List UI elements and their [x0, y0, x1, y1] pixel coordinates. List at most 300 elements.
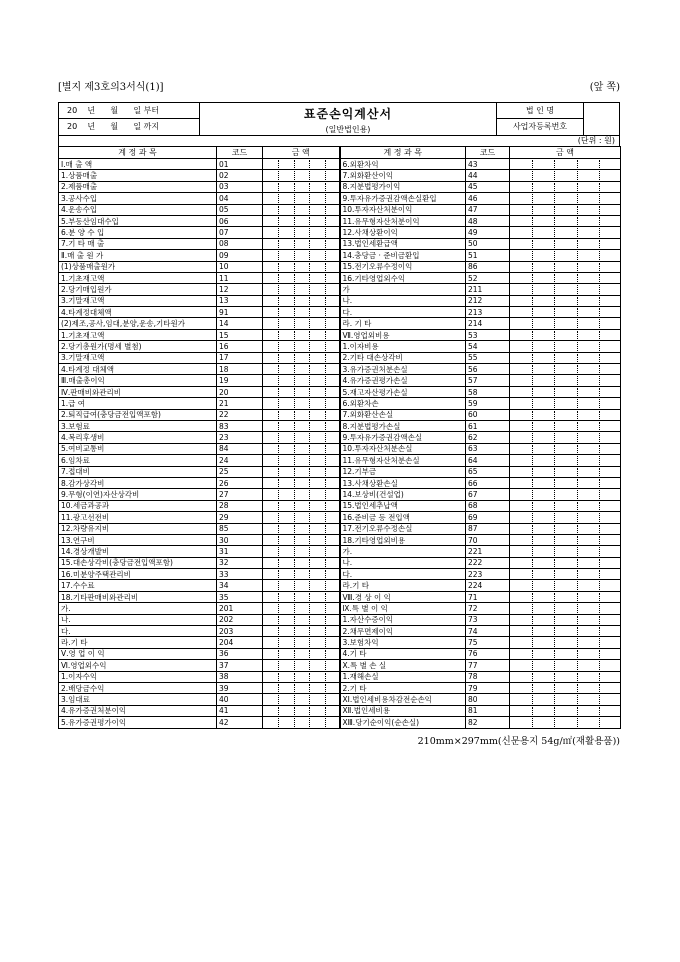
account-right: 7.외화환산이익 [340, 170, 466, 181]
table-row [59, 557, 621, 568]
amount-cell[interactable] [510, 272, 621, 283]
code-right: 63 [466, 443, 510, 454]
table-row [59, 717, 621, 728]
amount-cell[interactable] [263, 682, 340, 693]
code-right: 57 [466, 375, 510, 386]
code-right: 62 [466, 432, 510, 443]
col-code-left: 코드 [217, 147, 263, 159]
table-row [59, 272, 621, 283]
account-left: 4.유가증권처분이익 [59, 705, 217, 716]
amount-cell[interactable] [510, 159, 621, 170]
amount-cell[interactable] [510, 591, 621, 602]
account-left: Ⅳ.판매비와관리비 [59, 386, 217, 397]
account-right: 14.보상비(건설업) [340, 489, 466, 500]
amount-cell[interactable] [510, 261, 621, 272]
amount-cell[interactable] [510, 398, 621, 409]
amount-cell[interactable] [263, 227, 340, 238]
code-right: 59 [466, 398, 510, 409]
table-row [59, 295, 621, 306]
code-left: 22 [217, 409, 263, 420]
amount-cell[interactable] [263, 534, 340, 545]
code-left: 30 [217, 534, 263, 545]
period-to[interactable]: 20 년 월 일 까지 [67, 122, 160, 131]
amount-cell[interactable] [263, 329, 340, 340]
code-left: 17 [217, 352, 263, 363]
code-right: 56 [466, 364, 510, 375]
account-left: 13.연구비 [59, 534, 217, 545]
code-left: 07 [217, 227, 263, 238]
paper-spec: 210mm×297mm(신문용지 54g/㎡(재활용품)) [417, 735, 620, 747]
code-right: 224 [466, 580, 510, 591]
code-left: 32 [217, 557, 263, 568]
code-right: 69 [466, 512, 510, 523]
table-row [59, 307, 621, 318]
amount-cell[interactable] [510, 193, 621, 204]
account-left: 라.기 타 [59, 637, 217, 648]
table-row [59, 626, 621, 637]
form-topline [58, 78, 620, 94]
amount-cell[interactable] [263, 204, 340, 215]
table-row [59, 238, 621, 249]
table-row [59, 250, 621, 261]
amount-cell[interactable] [263, 694, 340, 705]
code-right: 66 [466, 477, 510, 488]
table-row [59, 386, 621, 397]
code-left: 37 [217, 660, 263, 671]
table-row [59, 443, 621, 454]
table-row [59, 181, 621, 192]
amount-cell[interactable] [263, 466, 340, 477]
amount-cell[interactable] [510, 580, 621, 591]
code-right: 72 [466, 603, 510, 614]
account-left: 1.기초재고액 [59, 329, 217, 340]
amount-cell[interactable] [263, 398, 340, 409]
account-right: 2.기 타 [340, 682, 466, 693]
amount-cell[interactable] [510, 341, 621, 352]
col-account-left: 계 정 과 목 [59, 147, 217, 159]
account-left: 가. [59, 603, 217, 614]
account-right: Ⅷ.경 상 이 익 [340, 591, 466, 602]
code-right: 49 [466, 227, 510, 238]
table-row [59, 432, 621, 443]
amount-cell[interactable] [263, 307, 340, 318]
code-left: 202 [217, 614, 263, 625]
code-right: 75 [466, 637, 510, 648]
amount-cell[interactable] [510, 307, 621, 318]
table-row [59, 523, 621, 534]
code-left: 24 [217, 455, 263, 466]
code-left: 13 [217, 295, 263, 306]
code-right: 221 [466, 546, 510, 557]
account-left: (1)상품매출원가 [59, 261, 217, 272]
accounts-body [59, 159, 621, 729]
income-statement-form [58, 78, 620, 747]
table-row [59, 352, 621, 363]
code-right: 52 [466, 272, 510, 283]
amount-cell[interactable] [263, 170, 340, 181]
amount-cell[interactable] [263, 603, 340, 614]
account-right: 13.사채상환손실 [340, 477, 466, 488]
bizno-label: 사업자등록번호 [512, 122, 568, 131]
account-left: 16.미분양주택관리비 [59, 569, 217, 580]
amount-cell[interactable] [510, 329, 621, 340]
amount-cell[interactable] [510, 569, 621, 580]
code-left: 26 [217, 477, 263, 488]
account-left: 11.광고선전비 [59, 512, 217, 523]
account-left: (2)제조,공사,임대,분양,운송,기타원가 [59, 318, 217, 329]
amount-cell[interactable] [510, 420, 621, 431]
table-row [59, 215, 621, 226]
amount-cell[interactable] [263, 420, 340, 431]
account-left: Ⅲ.매출총이익 [59, 375, 217, 386]
account-right: 16.기타영업외수익 [340, 272, 466, 283]
amount-cell[interactable] [263, 432, 340, 443]
amount-cell[interactable] [263, 614, 340, 625]
amount-cell[interactable] [510, 318, 621, 329]
amount-cell[interactable] [510, 603, 621, 614]
table-row [59, 694, 621, 705]
amount-cell[interactable] [263, 626, 340, 637]
amount-cell[interactable] [510, 512, 621, 523]
code-right: 77 [466, 660, 510, 671]
accounts-table [58, 146, 621, 729]
amount-cell[interactable] [510, 295, 621, 306]
account-right: 2.기타 대손상각비 [340, 352, 466, 363]
amount-cell[interactable] [510, 227, 621, 238]
code-right: 45 [466, 181, 510, 192]
amount-cell[interactable] [263, 705, 340, 716]
table-row [59, 375, 621, 386]
unit-note: (단위 : 원) [58, 135, 620, 146]
table-row [59, 409, 621, 420]
col-amount-left: 금 액 [263, 147, 340, 159]
table-row [59, 318, 621, 329]
code-right: 87 [466, 523, 510, 534]
amount-cell[interactable] [263, 272, 340, 283]
code-left: 20 [217, 386, 263, 397]
amount-cell[interactable] [510, 386, 621, 397]
account-right: 10.투자자산처분이익 [340, 204, 466, 215]
code-left: 85 [217, 523, 263, 534]
account-right: 1.재해손실 [340, 671, 466, 682]
table-row [59, 603, 621, 614]
amount-cell[interactable] [510, 409, 621, 420]
account-left: 5.유가증권평가이익 [59, 717, 217, 728]
amount-cell[interactable] [263, 512, 340, 523]
account-right: 라.기 타 [340, 580, 466, 591]
amount-cell[interactable] [263, 261, 340, 272]
code-left: 16 [217, 341, 263, 352]
account-right: 나. [340, 295, 466, 306]
code-right: 67 [466, 489, 510, 500]
amount-cell[interactable] [263, 295, 340, 306]
amount-cell[interactable] [263, 455, 340, 466]
code-left: 28 [217, 500, 263, 511]
table-row [59, 546, 621, 557]
amount-cell[interactable] [263, 500, 340, 511]
account-right: 8.지분법평가손실 [340, 420, 466, 431]
amount-cell[interactable] [263, 660, 340, 671]
account-right: 17.전기오류수정손실 [340, 523, 466, 534]
code-right: 86 [466, 261, 510, 272]
page-subtitle: (일반법인용) [325, 125, 371, 134]
amount-cell[interactable] [510, 455, 621, 466]
account-left: 3.임대료 [59, 694, 217, 705]
code-left: 201 [217, 603, 263, 614]
account-right: 2.채무면제이익 [340, 626, 466, 637]
amount-cell[interactable] [263, 238, 340, 249]
account-left: 1.급 여 [59, 398, 217, 409]
amount-cell[interactable] [263, 409, 340, 420]
amount-cell[interactable] [263, 250, 340, 261]
amount-cell[interactable] [510, 375, 621, 386]
code-right: 81 [466, 705, 510, 716]
account-left: 3.기말재고액 [59, 352, 217, 363]
table-row [59, 227, 621, 238]
account-right: 15.법인세추납액 [340, 500, 466, 511]
corp-name-label: 법 인 명 [497, 103, 583, 119]
account-left: 2.퇴직급여(충당금전입액포함) [59, 409, 217, 420]
account-right: 6.외환차익 [340, 159, 466, 170]
code-left: 91 [217, 307, 263, 318]
code-right: 76 [466, 648, 510, 659]
amount-cell[interactable] [510, 682, 621, 693]
amount-cell[interactable] [263, 580, 340, 591]
table-row [59, 204, 621, 215]
code-left: 23 [217, 432, 263, 443]
amount-cell[interactable] [510, 614, 621, 625]
table-row [59, 512, 621, 523]
amount-cell[interactable] [510, 432, 621, 443]
code-left: 40 [217, 694, 263, 705]
code-right: 64 [466, 455, 510, 466]
code-right: 78 [466, 671, 510, 682]
amount-cell[interactable] [263, 523, 340, 534]
code-left: 83 [217, 420, 263, 431]
code-right: 223 [466, 569, 510, 580]
amount-cell[interactable] [510, 181, 621, 192]
amount-cell[interactable] [510, 500, 621, 511]
account-left: 3.보험료 [59, 420, 217, 431]
account-left: 8.감가상각비 [59, 477, 217, 488]
code-left: 04 [217, 193, 263, 204]
code-left: 03 [217, 181, 263, 192]
table-row [59, 705, 621, 716]
amount-cell[interactable] [263, 671, 340, 682]
table-row [59, 477, 621, 488]
amount-cell[interactable] [263, 375, 340, 386]
amount-cell[interactable] [510, 626, 621, 637]
code-left: 35 [217, 591, 263, 602]
account-left: Ⅵ.영업외수익 [59, 660, 217, 671]
amount-cell[interactable] [263, 591, 340, 602]
account-right: 1.자산수증이익 [340, 614, 466, 625]
code-right: 212 [466, 295, 510, 306]
code-right: 53 [466, 329, 510, 340]
code-left: 10 [217, 261, 263, 272]
code-left: 34 [217, 580, 263, 591]
col-account-right: 계 정 과 목 [340, 147, 466, 159]
code-left: 18 [217, 364, 263, 375]
account-right: ⅩⅠ.법인세비용차감전순손익 [340, 694, 466, 705]
amount-cell[interactable] [263, 181, 340, 192]
account-right: 4.기 타 [340, 648, 466, 659]
account-right: 4.유가증권평가손실 [340, 375, 466, 386]
table-row [59, 591, 621, 602]
account-left: 12.차량유지비 [59, 523, 217, 534]
code-left: 21 [217, 398, 263, 409]
amount-cell[interactable] [263, 443, 340, 454]
code-right: 79 [466, 682, 510, 693]
table-row [59, 329, 621, 340]
code-right: 82 [466, 717, 510, 728]
amount-cell[interactable] [263, 364, 340, 375]
table-row [59, 261, 621, 272]
account-left: 10.세금과공과 [59, 500, 217, 511]
account-right: Ⅸ.특 별 이 익 [340, 603, 466, 614]
amount-cell[interactable] [510, 477, 621, 488]
code-right: 213 [466, 307, 510, 318]
account-right: 11.유무형자산처분이익 [340, 215, 466, 226]
code-left: 14 [217, 318, 263, 329]
amount-cell[interactable] [263, 489, 340, 500]
amount-cell[interactable] [510, 705, 621, 716]
account-right: 가 [340, 284, 466, 295]
table-row [59, 455, 621, 466]
amount-cell[interactable] [510, 443, 621, 454]
amount-cell[interactable] [510, 352, 621, 363]
amount-cell[interactable] [510, 238, 621, 249]
period-from[interactable]: 20 년 월 일 부터 [59, 103, 199, 119]
amount-cell[interactable] [263, 557, 340, 568]
code-right: 74 [466, 626, 510, 637]
amount-cell[interactable] [510, 284, 621, 295]
code-left: 01 [217, 159, 263, 170]
amount-cell[interactable] [510, 648, 621, 659]
form-header [58, 102, 620, 135]
amount-cell[interactable] [263, 477, 340, 488]
amount-cell[interactable] [263, 648, 340, 659]
code-left: 38 [217, 671, 263, 682]
account-right: 10.투자자산처분손실 [340, 443, 466, 454]
account-left: 1.기초재고액 [59, 272, 217, 283]
account-left: Ⅱ.매 출 원 가 [59, 250, 217, 261]
code-left: 05 [217, 204, 263, 215]
code-right: 61 [466, 420, 510, 431]
table-row [59, 569, 621, 580]
code-right: 70 [466, 534, 510, 545]
account-right: ⅩⅡ.법인세비용 [340, 705, 466, 716]
account-left: 9.무형(이연)자산상각비 [59, 489, 217, 500]
amount-cell[interactable] [263, 546, 340, 557]
account-left: 5.부동산임대수입 [59, 215, 217, 226]
account-right: 14.충당금 · 준비금환입 [340, 250, 466, 261]
amount-cell[interactable] [510, 204, 621, 215]
account-left: 5.여비교통비 [59, 443, 217, 454]
table-row [59, 660, 621, 671]
account-right: 라. 기 타 [340, 318, 466, 329]
amount-cell[interactable] [510, 637, 621, 648]
amount-cell[interactable] [510, 534, 621, 545]
table-row [59, 500, 621, 511]
amount-cell[interactable] [263, 352, 340, 363]
account-right: 1.이자비용 [340, 341, 466, 352]
code-left: 204 [217, 637, 263, 648]
form-reference: [별지 제3호의3서식(1)] [58, 82, 164, 93]
account-left: 2.당기매입원가 [59, 284, 217, 295]
table-row [59, 170, 621, 181]
amount-cell[interactable] [510, 557, 621, 568]
amount-cell[interactable] [263, 569, 340, 580]
code-right: 80 [466, 694, 510, 705]
code-right: 54 [466, 341, 510, 352]
amount-cell[interactable] [510, 364, 621, 375]
table-row [59, 420, 621, 431]
amount-cell[interactable] [263, 341, 340, 352]
amount-cell[interactable] [510, 660, 621, 671]
amount-cell[interactable] [510, 523, 621, 534]
code-right: 60 [466, 409, 510, 420]
account-right: 13.법인세환급액 [340, 238, 466, 249]
code-right: 47 [466, 204, 510, 215]
page-title: 표준손익계산서 [303, 107, 393, 121]
table-row [59, 466, 621, 477]
amount-cell[interactable] [510, 546, 621, 557]
amount-cell[interactable] [510, 170, 621, 181]
account-left: 다. [59, 626, 217, 637]
amount-cell[interactable] [263, 193, 340, 204]
code-right: 43 [466, 159, 510, 170]
account-left: 3.기말재고액 [59, 295, 217, 306]
amount-cell[interactable] [510, 250, 621, 261]
account-right: 다. [340, 569, 466, 580]
amount-cell[interactable] [510, 489, 621, 500]
account-right: 12.기부금 [340, 466, 466, 477]
table-row [59, 671, 621, 682]
amount-cell[interactable] [263, 717, 340, 728]
table-row [59, 489, 621, 500]
code-left: 36 [217, 648, 263, 659]
code-left: 19 [217, 375, 263, 386]
account-right: 12.사채상환이익 [340, 227, 466, 238]
amount-cell[interactable] [510, 717, 621, 728]
amount-cell[interactable] [263, 284, 340, 295]
account-left: 나. [59, 614, 217, 625]
amount-cell[interactable] [263, 215, 340, 226]
corp-labels [497, 103, 584, 135]
account-right: 5.재고자산평가손실 [340, 386, 466, 397]
account-left: 4.운송수입 [59, 204, 217, 215]
account-right: Ⅶ.영업외비용 [340, 329, 466, 340]
amount-cell[interactable] [510, 694, 621, 705]
amount-cell[interactable] [263, 637, 340, 648]
table-header-row [59, 147, 621, 159]
table-row [59, 637, 621, 648]
amount-cell[interactable] [510, 671, 621, 682]
amount-cell[interactable] [263, 318, 340, 329]
code-right: 222 [466, 557, 510, 568]
account-right: 9.투자유가증권감액손실환입 [340, 193, 466, 204]
col-code-right: 코드 [466, 147, 510, 159]
amount-cell[interactable] [510, 215, 621, 226]
account-left: 2.제품매출 [59, 181, 217, 192]
code-left: 203 [217, 626, 263, 637]
amount-cell[interactable] [510, 466, 621, 477]
account-left: 2.배당금수익 [59, 682, 217, 693]
amount-cell[interactable] [263, 386, 340, 397]
amount-cell[interactable] [263, 159, 340, 170]
code-right: 46 [466, 193, 510, 204]
